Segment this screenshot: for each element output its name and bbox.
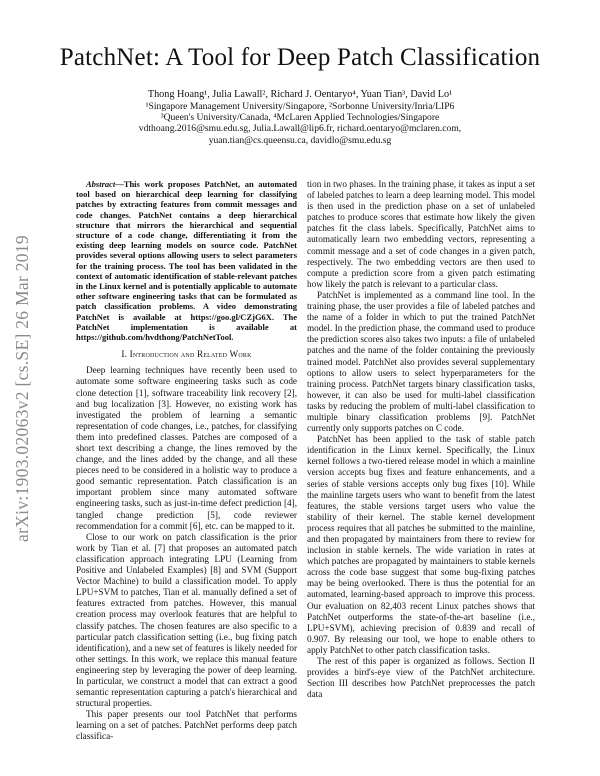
left-column — [76, 179, 297, 743]
abstract — [76, 179, 297, 342]
email-line-1: vdthoang.2016@smu.edu.sg, Julia.Lawall@lip6.fr, richard.oentaryo@mclaren.com, — [138, 123, 462, 135]
right-paragraph-4: The rest of this paper is organized as follows. Section II provides a bird's-eye view of the PatchNet architecture. Section III describes how PatchNet preprocesses the patch data — [307, 656, 535, 700]
arxiv-identifier — [6, 198, 38, 578]
right-column — [307, 179, 535, 700]
abstract-label: Abstract — [86, 179, 116, 189]
section-number: I. — [121, 349, 128, 360]
author-list: Thong Hoang¹, Julia Lawall², Richard J. Oentaryo⁴, Yuan Tian³, David Lo¹ — [147, 89, 453, 100]
abstract-text: —This work proposes PatchNet, an automated tool based on hierarchical deep learning for classifying patches by extracting features from commit messages and code changes. PatchNet contains a deep hierarchical structure that mirrors the hierarchical and sequential structure of a code change, differentiating it from the existing deep learning models on source code. PatchNet provides several options allowing users to select parameters for the training process. The tool has been validated in the context of automatic identification of stable-relevant patches in the Linux kernel and is potentially applicable to automate other software engineering tasks that can be formulated as patch classification problems. A video demonstrating PatchNet is available at https://goo.gl/CZjG6X. The PatchNet implementation is available at https://github.com/hvdthong/PatchNetTool. — [76, 179, 297, 343]
intro-paragraph-3: This paper presents our tool PatchNet that performs learning on a set of patches. PatchNet performs deep patch classifica- — [76, 709, 297, 742]
email-line-2: yuan.tian@cs.queensu.ca, davidlo@smu.edu.sg — [208, 134, 392, 146]
paper-title: PatchNet: A Tool for Deep Patch Classification — [59, 44, 541, 71]
right-paragraph-1: tion in two phases. In the training phase, it takes as input a set of labeled patches to learn a deep learning model. This model is then used in the prediction phase on a set of unlabeled patches to produce scores that estimate how likely the given patches fit the class labels. Specifically, PatchNet aims to automatically learn two embedding vectors, representing a commit message and a set of code changes in a given patch, respectively. The two embedding vectors are then used to compute a prediction score from a given patch estimating how likely the patch is relevant to a particular class. — [307, 179, 535, 289]
intro-paragraph-1: Deep learning techniques have recently been used to automate some software engineering tasks such as code clone detection [1], software traceability link recovery [2], and bug localization [3]. However, no existing work has investigated the problem of learning a semantic representation of code changes, i.e., patches, for classifying them into predefined classes. Patches are composed of a short text describing a change, the lines removed by the change, and the lines added by the change, and all these pieces need to be considered in a holistic way to produce a good semantic representation. Patch classification is an important problem since many automated software engineering tasks, such as just-in-time defect prediction [4], tangled change prediction [5], code reviewer recommendation for a commit [6], etc. can be mapped to it. — [76, 365, 297, 531]
section-title: Introduction and Related Work — [129, 349, 252, 360]
section-heading — [76, 349, 297, 360]
affiliation-line-1: ¹Singapore Management University/Singapore, ²Sorbonne University/Inria/LIP6 — [145, 101, 455, 112]
intro-paragraph-2: Close to our work on patch classification is the prior work by Tian et al. [7] that proposes an automated patch classification approach integrating LPU (Learning from Positive and Unlabeled Examples) [8] and SVM (Support Vector Machine) to build a classification model. To apply LPU+SVM to patches, Tian et al. manually defined a set of features extracted from patches. However, this manual creation process may overlook features that are helpful to classify patches. The chosen features are also specific to a particular patch classification setting (i.e., bug fixing patch identification), and a new set of features is likely needed for other settings. In this work, we replace this manual feature engineering step by leveraging the power of deep learning. In particular, we construct a model that can extract a good semantic representation capturing a patch's hierarchical and structural properties. — [76, 531, 297, 709]
right-paragraph-2: PatchNet is implemented as a command line tool. In the training phase, the user provides a file of labeled patches and the name of a folder in which to put the trained PatchNet model. In the prediction phase, the command used to produce the prediction scores also takes two inputs: a file of unlabeled patches and the name of the folder containing the previously trained model. PatchNet also provides several supplementary options to allow users to select hyperparameters for the training process. PatchNet targets binary classification tasks, however, it can also be used for multi-label classification tasks by reducing the problem of multi-label classification to multiple binary classification problems [9]. PatchNet currently only supports patches on C code. — [307, 289, 535, 434]
right-paragraph-3: PatchNet has been applied to the task of stable patch identification in the Linux kernel. Specifically, the Linux kernel follows a two-tiered release model in which a mainline version accepts bug fixes and feature enhancements, and a series of stable versions accepts only bug fixes [10]. While the mainline targets users who want to benefit from the latest features, the stable versions target users who value the stability of their kernel. The stable kernel development process requires that all patches be submitted to the mainline, and then propagated by maintainers from there to review for inclusion in stable kernels. The wide variation in rates at which patches are propagated by maintainers to stable kernels across the code base suggest that some bug-fixing patches may be being overlooked. There is thus the potential for an automated, learning-based approach to improve this process. Our evaluation on 82,403 recent Linux patches shows that PatchNet outperforms the state-of-the-art baseline (i.e., LPU+SVM), achieving precision of 0.839 and recall of 0.907. By releasing our tool, we hope to enable others to apply PatchNet to other patch classification tasks. — [307, 434, 535, 655]
arxiv-id-text: arXiv:1903.02063v2 [cs.SE] 26 Mar 2019 — [11, 234, 32, 542]
author-block — [0, 89, 600, 146]
affiliation-line-2: ³Queen's University/Canada, ⁴McLaren Applied Technologies/Singapore — [160, 112, 440, 124]
